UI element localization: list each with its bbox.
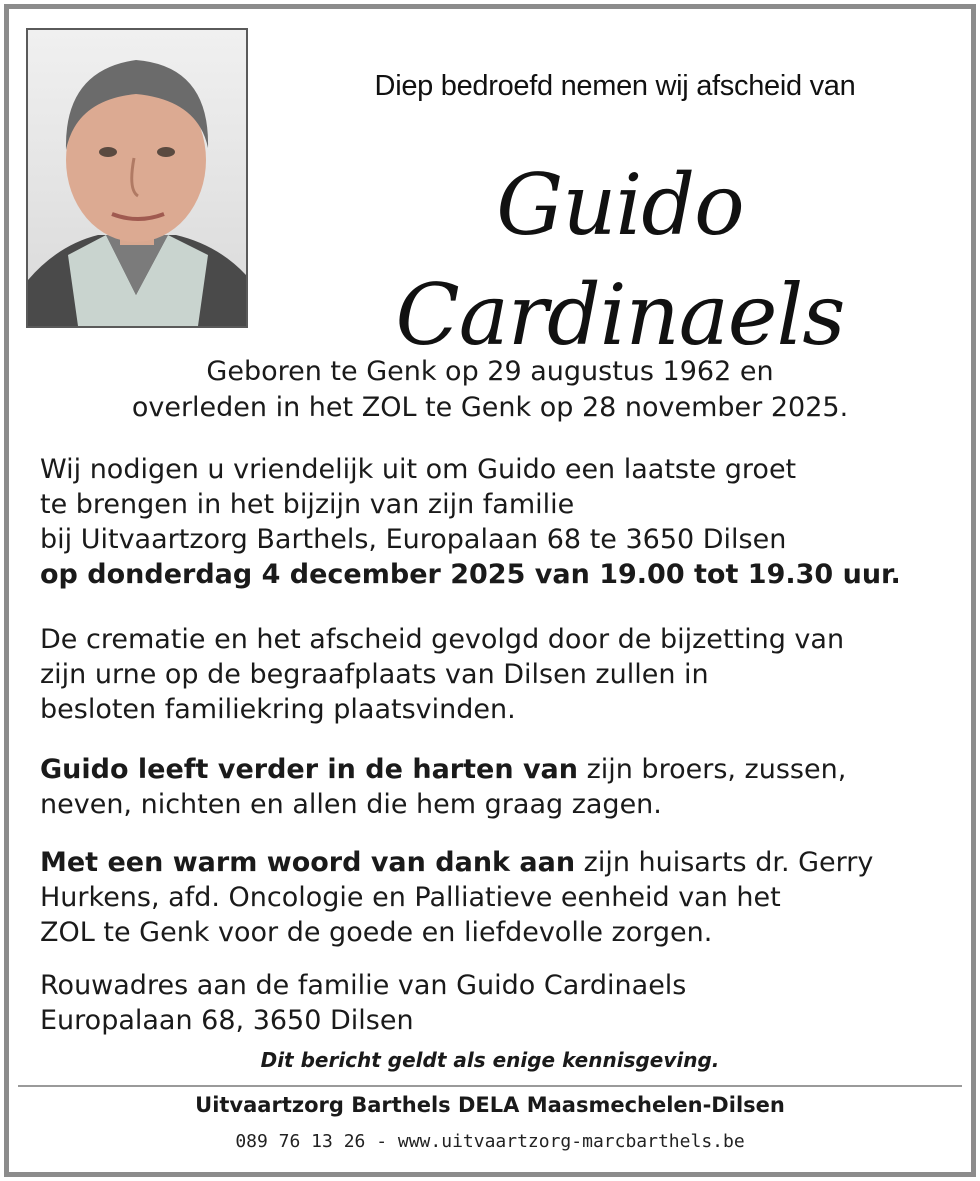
thanks-line-1	[40, 845, 950, 880]
invitation-line-1: Wij nodigen u vriendelijk uit om Guido een laatste groet	[40, 454, 797, 485]
birth-death-info	[30, 354, 950, 426]
family-line-2: neven, nichten en allen die hem graag zagen.	[40, 789, 662, 820]
cremation-line-3: besloten familiekring plaatsvinden.	[40, 694, 516, 725]
intro-text: Diep bedroefd nemen wij afscheid van	[374, 70, 856, 102]
portrait-photo	[26, 28, 248, 328]
family-emphasis: Guido leeft verder in de harten van	[40, 754, 578, 785]
cremation-line-2: zijn urne op de begraafplaats van Dilsen zullen in	[40, 659, 709, 690]
thanks-line-1-rest: zijn huisarts dr. Gerry	[575, 847, 874, 878]
address-line-1: Rouwadres aan de familie van Guido Cardinaels	[40, 970, 687, 1001]
family-paragraph	[40, 752, 950, 822]
family-line-1-rest: zijn broers, zussen,	[577, 754, 847, 785]
cremation-line-1: De crematie en het afscheid gevolgd door de bijzetting van	[40, 624, 845, 655]
address-line-2: Europalaan 68, 3650 Dilsen	[40, 1005, 414, 1036]
invitation-line-2: te brengen in het bijzijn van zijn familie	[40, 489, 575, 520]
thanks-line-3: ZOL te Genk voor de goede en liefdevolle zorgen.	[40, 917, 713, 948]
birth-line: Geboren te Genk op 29 augustus 1962 en	[206, 356, 774, 387]
funeral-home-contact: 089 76 13 26 - www.uitvaartzorg-marcbarthels.be	[235, 1131, 745, 1152]
thanks-emphasis: Met een warm woord van dank aan	[40, 847, 576, 878]
notice-text: Dit bericht geldt als enige kennisgeving.	[260, 1048, 720, 1072]
death-line: overleden in het ZOL te Genk op 28 november 2025.	[131, 392, 849, 423]
deceased-name: Guido Cardinaels	[395, 156, 845, 364]
footer-divider	[18, 1085, 962, 1087]
address-paragraph	[40, 968, 950, 1038]
invitation-line-3: bij Uitvaartzorg Barthels, Europalaan 68 te 3650 Dilsen	[40, 524, 787, 555]
invitation-datetime: op donderdag 4 december 2025 van 19.00 tot 19.30 uur.	[40, 559, 901, 590]
thanks-paragraph	[40, 845, 950, 950]
funeral-home-name: Uitvaartzorg Barthels DELA Maasmechelen-Dilsen	[195, 1093, 785, 1117]
invitation-paragraph	[40, 452, 950, 592]
cremation-paragraph	[40, 622, 950, 727]
thanks-line-2: Hurkens, afd. Oncologie en Palliatieve eenheid van het	[40, 882, 781, 913]
family-line-1	[40, 752, 950, 787]
